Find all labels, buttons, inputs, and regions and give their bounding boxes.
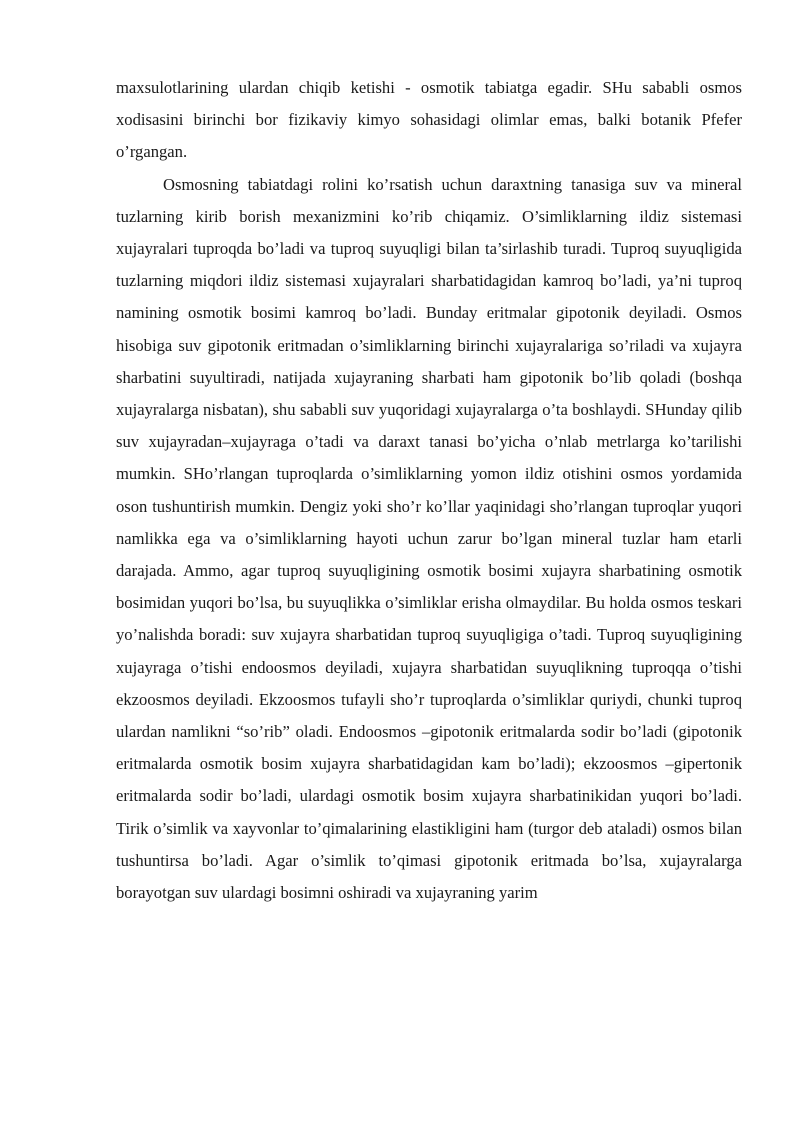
body-text <box>116 72 742 909</box>
paragraph-osmosis-nature: Osmosning tabiatdagi rolini ko’rsatish uchun daraxtning tanasiga suv va mineral tuzlarning kirib borish mexanizmini ko’rib chiqamiz. O’simliklarning ildiz sistemasi xujayralari tuproqda bo’ladi va tuproq suyuqligi bilan ta’sirlashib turadi. Tuproq suyuqligida tuzlarning miqdori ildiz sistemasi xujayralari sharbatidagidan kamroq bo’ladi, ya’ni tuproq namining osmotik bosimi kamroq bo’ladi. Bunday eritmalar gipotonik deyiladi. Osmos hisobiga suv gipotonik eritmadan o’simliklarning birinchi xujayralariga so’riladi va xujayra sharbatini suyultiradi, natijada xujayraning sharbati ham gipotonik bo’lib qoladi (boshqa xujayralarga nisbatan), shu sababli suv yuqoridagi xujayralarga o’ta boshlaydi. SHunday qilib suv xujayradan–xujayraga o’tadi va daraxt tanasi bo’yicha o’nlab metrlarga ko’tarilishi mumkin. SHo’rlangan tuproqlarda o’simliklarning yomon ildiz otishini osmos yordamida oson tushuntirish mumkin. Dengiz yoki sho’r ko’llar yaqinidagi sho’rlangan tuproqlar yuqori namlikka ega va o’simliklarning hayoti uchun zarur bo’lgan mineral tuzlar ham etarli darajada. Ammo, agar tuproq suyuqligining osmotik bosimi xujayra sharbatining osmotik bosimidan yuqori bo’lsa, bu suyuqlikka o’simliklar erisha olmaydilar. Bu holda osmos teskari yo’nalishda boradi: suv xujayra sharbatidan tuproq suyuqligiga o’tadi. Tuproq suyuqligining xujayraga o’tishi endoosmos deyiladi, xujayra sharbatidan suyuqlikning tuproqqa o’tishi ekzoosmos deyiladi. Ekzoosmos tufayli sho’r tuproqlarda o’simliklar quriydi, chunki tuproq ulardan namlikni “so’rib” oladi. Endoosmos –gipotonik eritmalarda sodir bo’ladi (gipotonik eritmalarda osmotik bosim xujayra sharbatidagidan kam bo’ladi); ekzoosmos –gipertonik eritmalarda sodir bo’ladi, ulardagi osmotik bosim xujayra sharbatinikidan yuqori bo’ladi. Tirik o’simlik va xayvonlar to’qimalarining elastikligini ham (turgor deb ataladi) osmos bilan tushuntirsa bo’ladi. Agar o’simlik to’qimasi gipotonik eritmada bo’lsa, xujayralarga borayotgan suv ulardagi bosimni oshiradi va xujayraning yarim <box>116 174 742 903</box>
paragraph-continuation: maxsulotlarining ulardan chiqib ketishi - osmotik tabiatga egadir. SHu sababli osmos xodisasini birinchi bor fizikaviy kimyo sohasidagi olimlar emas, balki botanik Pfefer o’rgangan. <box>116 78 742 162</box>
